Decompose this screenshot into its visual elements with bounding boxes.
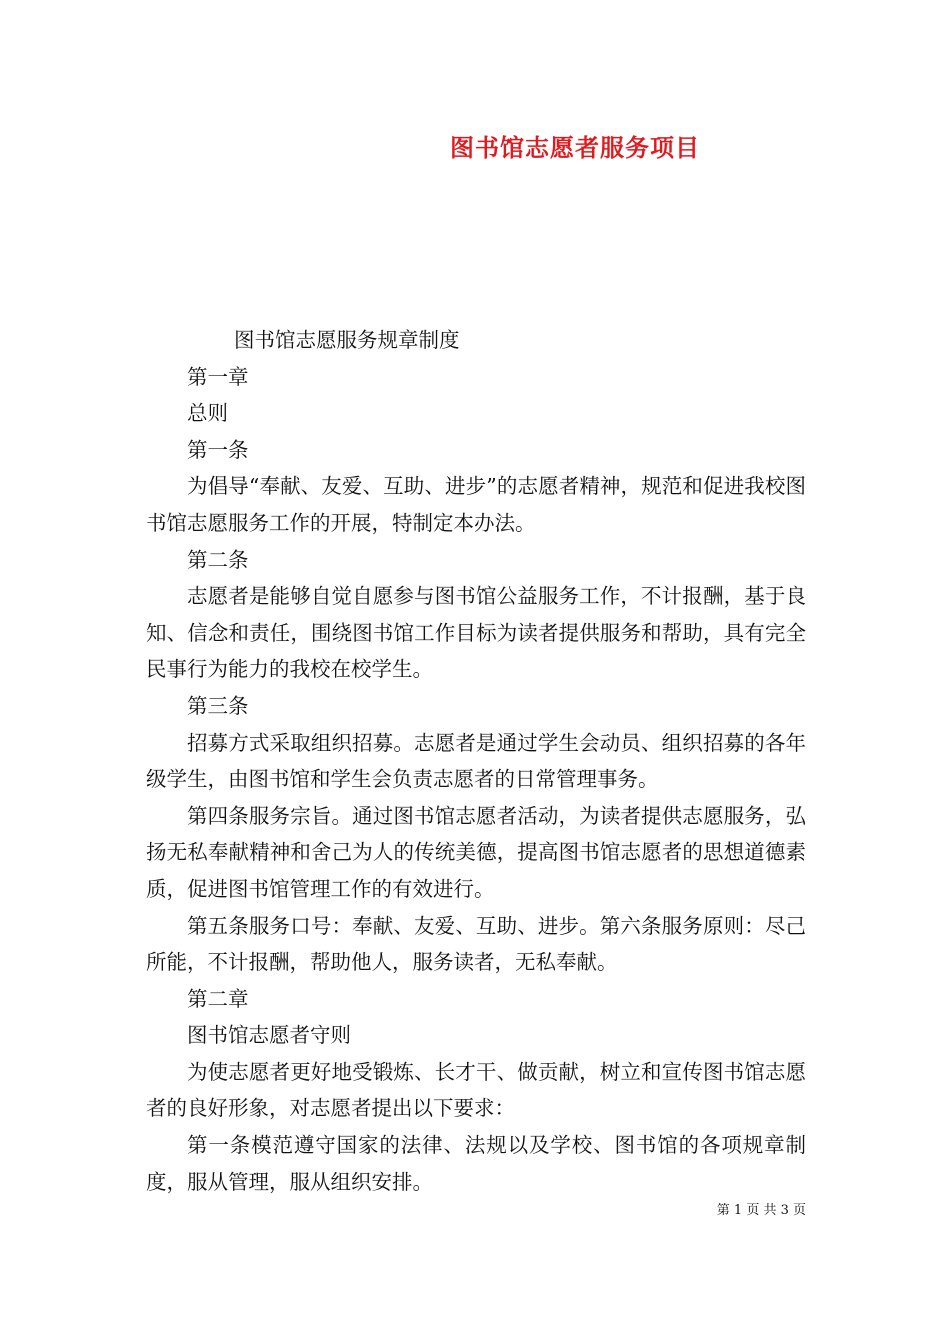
paragraph: 第一条模范遵守国家的法律、法规以及学校、图书馆的各项规章制度，服从管理，服从组织安排。 (146, 1133, 806, 1194)
paragraph: 为使志愿者更好地受锻炼、长才干、做贡献，树立和宣传图书馆志愿者的良好形象，对志愿者提出以下要求： (146, 1059, 806, 1121)
article-heading: 第二条 (187, 547, 249, 572)
paragraph: 第五条服务口号：奉献、友爱、互助、进步。第六条服务原则：尽己所能，不计报酬，帮助他人，服务读者，无私奉献。 (146, 913, 806, 975)
paragraph: 第四条服务宗旨。通过图书馆志愿者活动，为读者提供志愿服务，弘扬无私奉献精神和舍己为人的传统美德，提高图书馆志愿者的思想道德素质，促进图书馆管理工作的有效进行。 (146, 803, 806, 901)
page-number: 第 1 页 共 3 页 (716, 1203, 806, 1218)
document-body (146, 322, 806, 1200)
chapter-heading: 第二章 (187, 986, 249, 1011)
article-heading: 第三条 (187, 693, 249, 718)
section-title: 图书馆志愿服务规章制度 (234, 328, 460, 352)
chapter-subtitle: 总则 (187, 401, 228, 426)
paragraph: 志愿者是能够自觉自愿参与图书馆公益服务工作，不计报酬，基于良知、信念和责任，围绕图书馆工作目标为读者提供服务和帮助，具有完全民事行为能力的我校在校学生。 (146, 584, 806, 682)
article-heading: 第一条 (187, 437, 249, 462)
document-title: 图书馆志愿者服务项目 (450, 133, 700, 162)
chapter-subtitle: 图书馆志愿者守则 (187, 1023, 351, 1048)
chapter-heading: 第一章 (187, 364, 249, 389)
paragraph: 为倡导“奉献、友爱、互助、进步”的志愿者精神，规范和促进我校图书馆志愿服务工作的开展，特制定本办法。 (146, 474, 806, 535)
paragraph: 招募方式采取组织招募。志愿者是通过学生会动员、组织招募的各年级学生，由图书馆和学生会负责志愿者的日常管理事务。 (146, 730, 806, 792)
